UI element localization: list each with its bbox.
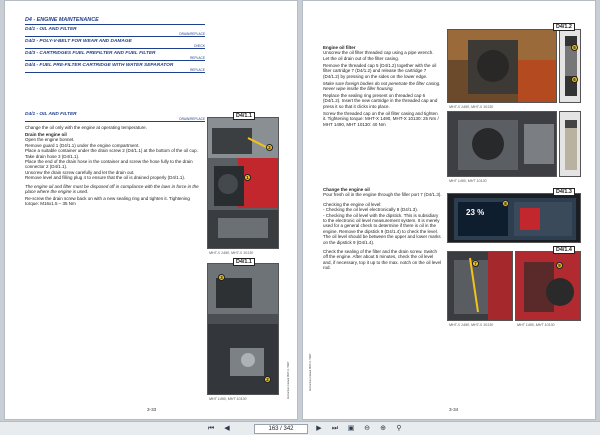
oil-filter-photo-1 <box>447 29 557 103</box>
section-title: D4/1 - OIL AND FILTER <box>25 112 77 117</box>
dashboard-display-image <box>448 194 581 243</box>
final-text: Check the sealing of the filter and the drain screw. Switch off the engine. After about 5 minutes, check the oil level and, if necessary, top it up to the max. notch on the oil level rod. <box>323 249 441 271</box>
toc-label: D4/3 - CARTRIDGES FUEL PREFILTER AND FUEL FILTER <box>25 51 156 56</box>
toc-label: D4/1 - OIL AND FILTER <box>25 27 77 32</box>
oil-filter-photo-2 <box>447 111 557 177</box>
drain-step: Remove level and filling plug 4 to ensure that the oil is drained properly (D4/1.1). <box>25 175 186 181</box>
change-oil-title: Change the engine oil <box>323 187 370 192</box>
drain-step: Remove guard 1 (D4/1.1) under the engine compartment. <box>25 142 140 148</box>
filter-paragraph: Unscrew the oil filter threaded cap using a pipe wrench. Let the oil drain out of the filter casing. <box>323 50 434 61</box>
filter-cartridge-photo <box>559 29 581 103</box>
filter-cartridge-photo <box>559 111 581 177</box>
side-info: Instruction manual MHT-X / MHT <box>287 361 290 399</box>
page-number: 3-33 <box>147 407 157 412</box>
callout-marker: 5 <box>571 44 578 51</box>
viewer-toolbar <box>0 421 600 435</box>
intro-text: Change the oil only with the engine at operating temperature. <box>25 125 147 130</box>
toc-tag: CHECK <box>193 44 205 48</box>
chapter-header: D4 - ENGINE MAINTENANCE <box>25 17 99 23</box>
check-item: - Checking the oil level with the dipstick. This is subsidiary to the electronic oil level measurement system. It is merely used for a general check to determine if there is oil in the engine. Remove the dipstick 9 (D4/1.4) to check the level. The oil level should be between the upper and lower marks on the dipstick 9 (D4/1.4). <box>323 212 441 245</box>
figure-caption: MHT 1490, MHT 10130 <box>449 179 487 183</box>
filter-cartridge-image <box>560 112 581 177</box>
figure-caption: MHT 1490, MHT 10130 <box>209 397 247 401</box>
chapter-rule <box>25 24 205 25</box>
figure-ref-tag: D4/1.4 <box>553 246 575 254</box>
callout-marker: 2 <box>266 144 273 151</box>
drain-step: Unscrew the drain screw carefully and let the drain out. <box>25 169 135 175</box>
right-body-text-1 <box>323 45 441 129</box>
figure-caption: MHT 1490, MHT 10130 <box>517 323 555 327</box>
toc-row[interactable] <box>25 26 205 37</box>
oil-filter-photo-2-image <box>448 112 557 177</box>
right-page <box>302 0 596 420</box>
callout-marker: 9 <box>556 262 563 269</box>
figure-ref-tag: D4/1.1 <box>233 258 255 266</box>
callout-marker: 1 <box>244 174 251 181</box>
fit-icon[interactable]: ▣ <box>347 425 355 432</box>
toc-label: D4/4 - FUEL PRE-FILTER CARTRIDGE WITH WATER SEPARATOR <box>25 63 174 68</box>
search-icon[interactable]: ⚲ <box>396 425 402 432</box>
side-info: Instruction manual MHT-X / MHT <box>309 353 312 391</box>
filter-cartridge-image <box>560 30 581 103</box>
filter-paragraph: Make sure foreign bodies do not penetrate the filter casing. Never wipe inside the filler housing. <box>323 80 441 92</box>
engine-photo-1-image <box>208 118 279 249</box>
first-page-icon[interactable]: ⏮ <box>207 425 215 432</box>
zoom-out-icon[interactable]: ⊖ <box>364 425 370 432</box>
dipstick-photo-2 <box>515 251 581 321</box>
dipstick-photo-1 <box>447 251 513 321</box>
dashboard-display-photo <box>447 193 581 243</box>
toc-row[interactable] <box>25 62 205 73</box>
toc-row[interactable] <box>25 38 205 49</box>
oil-filter-photo-1-image <box>448 30 557 103</box>
section-tag: DRAIN/REPLACE <box>179 117 205 121</box>
toc-tag: DRAIN/REPLACE <box>179 32 205 36</box>
callout-marker: 2 <box>264 376 271 383</box>
section-heading <box>25 111 205 122</box>
dipstick-photo-1-image <box>448 252 513 321</box>
callout-marker: 6 <box>571 76 578 83</box>
disposal-warning: The engine oil and filter must be disposed off in compliance with the laws in force in the place where the engine is used. <box>25 183 199 195</box>
figure-caption: MHT-X 1490, MHT-X 10130 <box>209 251 254 255</box>
dipstick-photo-2-image <box>516 252 581 321</box>
zoom-in-icon[interactable]: ⊕ <box>380 425 386 432</box>
filter-paragraph: Replace the sealing ring present on threaded cap 6 (D4/1.2). Insert the new cartridge in the threaded cap and press it so that it clicks into place. <box>323 93 438 109</box>
filter-title: Engine oil filter <box>323 45 356 50</box>
engine-photo-2 <box>207 263 279 395</box>
filter-paragraph: Remove the threaded cap 5 (D4/1.2) together with the oil filter cartridge 7 (D4/1.2) and release the cartridge 7 (D4/1.2) by pressing on the sides on the lower edge. <box>323 62 437 79</box>
toc-tag: REPLACE <box>190 56 205 60</box>
toc-tag: REPLACE <box>190 68 205 72</box>
last-page-icon[interactable]: ⏭ <box>331 425 339 432</box>
page-number: 3-34 <box>449 407 459 412</box>
engine-photo-1 <box>207 117 279 249</box>
figure-ref-tag: D4/1.3 <box>553 188 575 196</box>
figure-ref-tag: D4/1.1 <box>233 112 255 120</box>
figure-caption: MHT-X 1490, MHT-X 10130 <box>449 323 494 327</box>
callout-marker: 7 <box>472 260 479 267</box>
page-number-input[interactable]: 163 / 342 <box>254 424 308 434</box>
rescrew-text: Re-screw the drain screw back on with a new sealing ring and tighten it. Tightening torque: M16x1.5 – 35 Nm <box>25 196 190 207</box>
figure-caption: MHT-X 1490, MHT-X 10130 <box>449 105 494 109</box>
toc-row[interactable] <box>25 50 205 61</box>
next-page-icon[interactable]: ▶ <box>316 425 322 432</box>
toc-label: D4/2 - POLY-V-BELT FOR WEAR AND DAMAGE <box>25 39 132 44</box>
check-item: - Checking the oil level electronically 8 (D4/1.3). <box>323 207 419 213</box>
oil-level-readout: 23 % <box>466 208 485 217</box>
drain-step: Place a suitable container under the drain screw 2 (D4/1.1) at the bottom of the oil cup. <box>25 148 198 154</box>
drain-step: Open the engine bonnet. <box>25 137 75 143</box>
callout-marker: 3 <box>218 274 225 281</box>
left-page <box>4 0 298 420</box>
figure-ref-tag: D4/1.2 <box>553 23 575 31</box>
drain-title: Drain the engine oil <box>25 132 67 137</box>
right-body-text-2 <box>323 187 443 272</box>
filter-paragraph: Screw the threaded cap on the oil filter casing and tighten it. Tightening torque: MHT-X 1490, MHT-X 10130: 25 Nm / MHT 1490, MHT 10130: 40 Nm <box>323 110 439 127</box>
callout-marker: 8 <box>502 200 509 207</box>
check-title: Checking the engine oil level: <box>323 201 382 207</box>
change-oil-text: Pour fresh oil in the engine through the filler port 7 (D4/1.3). <box>323 192 442 198</box>
drain-step: Place the end of the drain hose in the container and screw the hose fully to the drain connector 2 (D4/1.1). <box>25 159 193 170</box>
prev-page-icon[interactable]: ◀ <box>224 425 230 432</box>
left-body-text <box>25 125 201 208</box>
drain-step: Take drain hose 3 (D4/1.1). <box>25 153 80 159</box>
